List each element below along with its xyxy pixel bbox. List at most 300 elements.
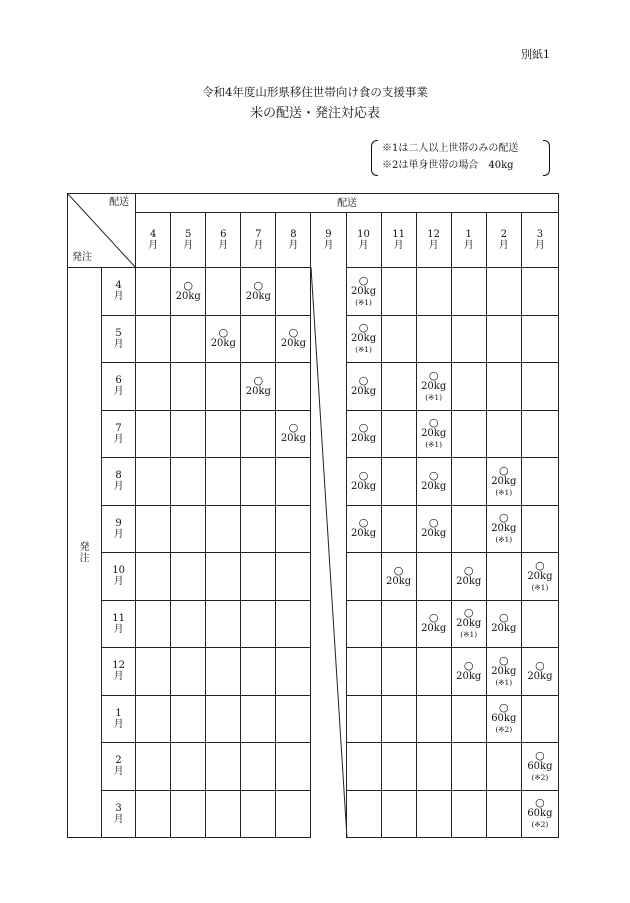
schedule-cell [381, 315, 416, 363]
month-unit: 月 [218, 240, 229, 251]
schedule-cell [486, 315, 521, 363]
schedule-cell [486, 553, 521, 601]
order-row [68, 790, 559, 838]
schedule-cell [486, 363, 521, 411]
schedule-cell [171, 315, 206, 363]
order-month [102, 458, 136, 506]
circle-mark: ○ [428, 516, 439, 530]
circle-mark: ○ [253, 373, 264, 387]
order-row [68, 695, 559, 743]
schedule-cell [276, 458, 311, 506]
schedule-cell [206, 553, 241, 601]
order-row [68, 315, 559, 363]
amount-label: 20kg [175, 290, 201, 302]
amount-label: 20kg [350, 433, 377, 445]
note-1: ※1は二人以上世帯のみの配送 [382, 143, 519, 154]
schedule-cell [206, 410, 241, 458]
schedule-cell [276, 410, 311, 458]
schedule-cell [346, 553, 381, 601]
schedule-cell [171, 505, 206, 553]
amount-label: 20kg [421, 428, 447, 440]
schedule-cell [451, 600, 486, 648]
schedule-cell [451, 505, 486, 553]
schedule-cell [486, 600, 521, 648]
month-unit: 月 [113, 386, 124, 398]
month-unit: 月 [113, 766, 124, 778]
schedule-cell [206, 315, 241, 363]
schedule-cell [136, 743, 171, 791]
schedule-cell [521, 553, 558, 601]
month-number: 11 [392, 229, 405, 240]
order-month [102, 790, 136, 838]
month-unit: 月 [113, 433, 124, 445]
schedule-cell [451, 315, 486, 363]
month-unit: 月 [113, 338, 124, 350]
schedule-cell [381, 743, 416, 791]
month-number: 5 [185, 229, 192, 240]
schedule-cell [171, 268, 206, 316]
amount-label: 20kg [210, 338, 236, 350]
delivery-header: 配送 [136, 194, 559, 213]
order-row [68, 268, 559, 316]
schedule-cell [136, 268, 171, 316]
schedule-cell [381, 458, 416, 506]
circle-mark: ○ [253, 278, 264, 292]
schedule-cell [136, 648, 171, 696]
schedule-cell [241, 363, 276, 411]
schedule-cell [416, 695, 451, 743]
schedule-cell [171, 410, 206, 458]
schedule-cell [241, 648, 276, 696]
schedule-cell [486, 458, 521, 506]
schedule-cell [521, 268, 558, 316]
schedule-cell [241, 458, 276, 506]
schedule-cell [206, 268, 241, 316]
schedule-cell [206, 363, 241, 411]
schedule-cell [171, 790, 206, 838]
schedule-cell [346, 268, 381, 316]
schedule-cell [311, 315, 346, 363]
schedule-cell [136, 790, 171, 838]
schedule-cell [521, 790, 558, 838]
note-ref: (※1) [495, 535, 513, 545]
schedule-cell [346, 315, 381, 363]
schedule-cell [521, 600, 558, 648]
month-unit: 月 [393, 240, 404, 251]
schedule-cell [416, 790, 451, 838]
schedule-cell [346, 458, 381, 506]
circle-mark: ○ [498, 653, 509, 667]
month-number: 1 [115, 707, 122, 719]
amount-label: 20kg [491, 623, 517, 635]
order-row [68, 505, 559, 553]
schedule-cell [486, 410, 521, 458]
order-row [68, 553, 559, 601]
schedule-cell [521, 458, 558, 506]
schedule-cell [451, 363, 486, 411]
schedule-cell [381, 410, 416, 458]
amount-label: 20kg [421, 480, 447, 492]
schedule-cell [241, 315, 276, 363]
note-2: ※2は単身世帯の場合 40kg [382, 160, 514, 171]
schedule-cell [416, 410, 451, 458]
circle-mark: ○ [358, 273, 369, 287]
schedule-cell [276, 695, 311, 743]
order-label [68, 268, 102, 838]
schedule-cell [171, 458, 206, 506]
delivery-month-5 [311, 213, 346, 268]
month-number: 7 [255, 229, 262, 240]
amount-label: 20kg [350, 333, 377, 345]
schedule-cell [381, 268, 416, 316]
note-ref: (※1) [425, 392, 443, 402]
schedule-cell [416, 458, 451, 506]
circle-mark: ○ [183, 278, 194, 292]
amount-label: 20kg [280, 433, 306, 445]
circle-mark: ○ [498, 701, 509, 715]
circle-mark: ○ [218, 326, 229, 340]
amount-label: 20kg [280, 338, 306, 350]
month-number: 6 [115, 375, 122, 387]
delivery-month-7 [381, 213, 416, 268]
circle-mark: ○ [428, 368, 439, 382]
note-ref: (※2) [495, 725, 513, 735]
schedule-cell [206, 648, 241, 696]
delivery-month-6 [346, 213, 381, 268]
circle-mark: ○ [498, 511, 509, 525]
circle-mark: ○ [358, 468, 369, 482]
month-unit: 月 [534, 240, 545, 251]
schedule-cell [311, 600, 346, 648]
order-row [68, 600, 559, 648]
schedule-cell [276, 505, 311, 553]
amount-label: 20kg [245, 290, 271, 302]
month-unit: 月 [113, 623, 124, 635]
schedule-cell [381, 600, 416, 648]
order-row [68, 648, 559, 696]
annex-label: 別紙1 [521, 48, 550, 61]
delivery-month-1 [171, 213, 206, 268]
amount-label: 20kg [350, 480, 377, 492]
schedule-cell [241, 695, 276, 743]
month-unit: 月 [428, 240, 439, 251]
month-unit: 月 [358, 240, 369, 251]
schedule-cell [241, 505, 276, 553]
schedule-cell [416, 553, 451, 601]
right-bracket [543, 140, 550, 176]
delivery-month-0 [136, 213, 171, 268]
order-month [102, 363, 136, 411]
month-number: 6 [220, 229, 227, 240]
month-number: 9 [325, 229, 332, 241]
month-unit: 月 [113, 576, 124, 588]
delivery-month-3 [241, 213, 276, 268]
schedule-cell [171, 363, 206, 411]
month-number: 8 [290, 229, 297, 240]
schedule-cell [451, 410, 486, 458]
order-month [102, 648, 136, 696]
corner-delivery-label: 配送 [109, 197, 130, 208]
circle-mark: ○ [428, 611, 439, 625]
order-month [102, 600, 136, 648]
month-number: 8 [115, 470, 122, 482]
circle-mark: ○ [393, 563, 404, 577]
amount-label: 20kg [350, 285, 377, 297]
schedule-cell [416, 268, 451, 316]
schedule-cell [346, 695, 381, 743]
amount-label: 20kg [350, 528, 377, 540]
schedule-cell [206, 743, 241, 791]
amount-label: 60kg [527, 808, 553, 820]
month-unit: 月 [498, 240, 509, 251]
circle-mark: ○ [463, 606, 474, 620]
schedule-cell [311, 268, 346, 316]
order-row [68, 743, 559, 791]
schedule-cell [136, 505, 171, 553]
order-month [102, 315, 136, 363]
note-ref: (※1) [495, 677, 513, 687]
schedule-cell [346, 648, 381, 696]
schedule-cell [381, 648, 416, 696]
schedule-cell [241, 268, 276, 316]
note-ref: (※1) [355, 345, 372, 355]
delivery-month-10 [486, 213, 521, 268]
note-ref: (※1) [495, 487, 513, 497]
schedule-cell [486, 505, 521, 553]
month-unit: 月 [288, 240, 299, 251]
schedule-cell [451, 743, 486, 791]
note-ref: (※1) [355, 297, 372, 307]
schedule-cell [276, 268, 311, 316]
circle-mark: ○ [288, 421, 299, 435]
schedule-cell [416, 600, 451, 648]
schedule-cell [346, 505, 381, 553]
month-number: 7 [115, 422, 122, 434]
order-month [102, 553, 136, 601]
schedule-cell [451, 695, 486, 743]
schedule-cell [521, 410, 558, 458]
circle-mark: ○ [358, 516, 369, 530]
order-month [102, 410, 136, 458]
schedule-cell [206, 458, 241, 506]
month-unit: 月 [148, 240, 159, 251]
circle-mark: ○ [535, 748, 545, 762]
note-ref: (※2) [531, 820, 549, 830]
circle-mark: ○ [428, 468, 439, 482]
schedule-cell [206, 695, 241, 743]
schedule-cell [311, 553, 346, 601]
schedule-cell [451, 790, 486, 838]
schedule-cell [311, 648, 346, 696]
month-unit: 月 [113, 481, 124, 493]
schedule-cell [241, 600, 276, 648]
schedule-cell [521, 315, 558, 363]
schedule-cell [171, 648, 206, 696]
amount-label: 20kg [421, 623, 447, 635]
month-unit: 月 [253, 240, 264, 251]
amount-label: 20kg [491, 523, 517, 535]
order-month [102, 268, 136, 316]
table-title: 米の配送・発注対応表 [249, 106, 380, 121]
order-month [102, 505, 136, 553]
schedule-cell [276, 790, 311, 838]
amount-label: 20kg [456, 575, 482, 587]
amount-label: 20kg [491, 665, 517, 677]
schedule-cell [486, 648, 521, 696]
schedule-cell [346, 790, 381, 838]
delivery-month-2 [206, 213, 241, 268]
month-number: 2 [115, 755, 122, 767]
note-ref: (※2) [531, 772, 549, 782]
order-label-char: 注 [79, 552, 90, 564]
schedule-cell [381, 553, 416, 601]
schedule-cell [276, 600, 311, 648]
circle-mark: ○ [463, 658, 474, 672]
schedule-cell [241, 553, 276, 601]
schedule-cell [346, 600, 381, 648]
schedule-cell [276, 743, 311, 791]
schedule-cell [416, 648, 451, 696]
amount-label: 20kg [386, 575, 412, 587]
month-number: 3 [536, 229, 544, 240]
circle-mark: ○ [358, 321, 369, 335]
delivery-month-8 [416, 213, 451, 268]
month-number: 1 [465, 229, 472, 240]
month-unit: 月 [183, 240, 194, 251]
schedule-cell [206, 790, 241, 838]
schedule-cell [171, 553, 206, 601]
amount-label: 20kg [527, 570, 553, 582]
schedule-cell [136, 410, 171, 458]
schedule-cell [381, 790, 416, 838]
schedule-cell [311, 743, 346, 791]
month-unit: 月 [113, 718, 124, 730]
amount-label: 60kg [527, 760, 553, 772]
circle-mark: ○ [358, 421, 369, 435]
month-number: 9 [115, 517, 122, 529]
amount-label: 20kg [456, 670, 482, 682]
schedule-cell [486, 790, 521, 838]
circle-mark: ○ [535, 558, 545, 572]
schedule-cell [136, 363, 171, 411]
schedule-cell [311, 790, 346, 838]
schedule-cell [241, 790, 276, 838]
note-ref: (※1) [531, 582, 549, 592]
schedule-cell [451, 268, 486, 316]
month-number: 11 [112, 612, 125, 624]
schedule-cell [136, 315, 171, 363]
schedule-cell [171, 743, 206, 791]
month-number: 2 [500, 229, 507, 240]
circle-mark: ○ [358, 373, 369, 387]
schedule-cell [311, 410, 346, 458]
note-ref: (※1) [460, 630, 478, 640]
schedule-cell [521, 363, 558, 411]
month-unit: 月 [323, 240, 334, 252]
schedule-cell [381, 695, 416, 743]
schedule-cell [416, 315, 451, 363]
month-unit: 月 [463, 240, 474, 251]
delivery-month-4 [276, 213, 311, 268]
delivery-month-11 [521, 213, 558, 268]
delivery-month-row [68, 213, 559, 268]
schedule-cell [311, 363, 346, 411]
schedule-cell [276, 648, 311, 696]
order-month [102, 743, 136, 791]
circle-mark: ○ [498, 463, 509, 477]
schedule-cell [171, 600, 206, 648]
corner-header [68, 194, 136, 268]
amount-label: 20kg [421, 380, 447, 392]
delivery-month-9 [451, 213, 486, 268]
schedule-cell [136, 695, 171, 743]
schedule-cell [451, 648, 486, 696]
schedule-cell [521, 505, 558, 553]
corner-order-label: 発注 [72, 252, 92, 263]
order-label-char: 発 [79, 541, 90, 553]
schedule-cell [451, 553, 486, 601]
schedule-cell [486, 743, 521, 791]
circle-mark: ○ [535, 796, 545, 810]
left-bracket [371, 140, 378, 176]
schedule-cell [241, 410, 276, 458]
schedule-cell [381, 363, 416, 411]
schedule-cell [486, 268, 521, 316]
schedule-cell [136, 458, 171, 506]
schedule-cell [346, 363, 381, 411]
schedule-cell [311, 505, 346, 553]
schedule-cell [416, 363, 451, 411]
schedule-cell [521, 743, 558, 791]
order-row [68, 363, 559, 411]
order-month [102, 695, 136, 743]
month-unit: 月 [113, 813, 124, 825]
amount-label: 20kg [245, 385, 271, 397]
schedule-cell [416, 505, 451, 553]
schedule-cell [276, 315, 311, 363]
month-number: 4 [149, 229, 157, 240]
schedule-cell [311, 458, 346, 506]
amount-label: 60kg [491, 713, 517, 725]
circle-mark: ○ [288, 326, 299, 340]
month-number: 10 [112, 565, 125, 577]
circle-mark: ○ [463, 563, 474, 577]
schedule-cell [346, 410, 381, 458]
schedule-cell [276, 553, 311, 601]
month-number: 10 [357, 229, 370, 240]
schedule-cell [521, 695, 558, 743]
schedule-cell [241, 743, 276, 791]
schedule-cell [206, 505, 241, 553]
month-number: 12 [427, 229, 441, 240]
notes-box [371, 140, 550, 174]
month-number: 3 [115, 802, 122, 814]
schedule-cell [206, 600, 241, 648]
delivery-order-table [67, 193, 559, 838]
circle-mark: ○ [428, 416, 439, 430]
month-number: 12 [112, 660, 125, 672]
schedule-cell [486, 695, 521, 743]
schedule-cell [416, 743, 451, 791]
amount-label: 20kg [456, 618, 482, 630]
schedule-cell [276, 363, 311, 411]
schedule-cell [346, 743, 381, 791]
month-number: 4 [115, 280, 122, 292]
schedule-cell [311, 695, 346, 743]
amount-label: 20kg [350, 385, 377, 397]
schedule-cell [521, 648, 558, 696]
order-row [68, 410, 559, 458]
